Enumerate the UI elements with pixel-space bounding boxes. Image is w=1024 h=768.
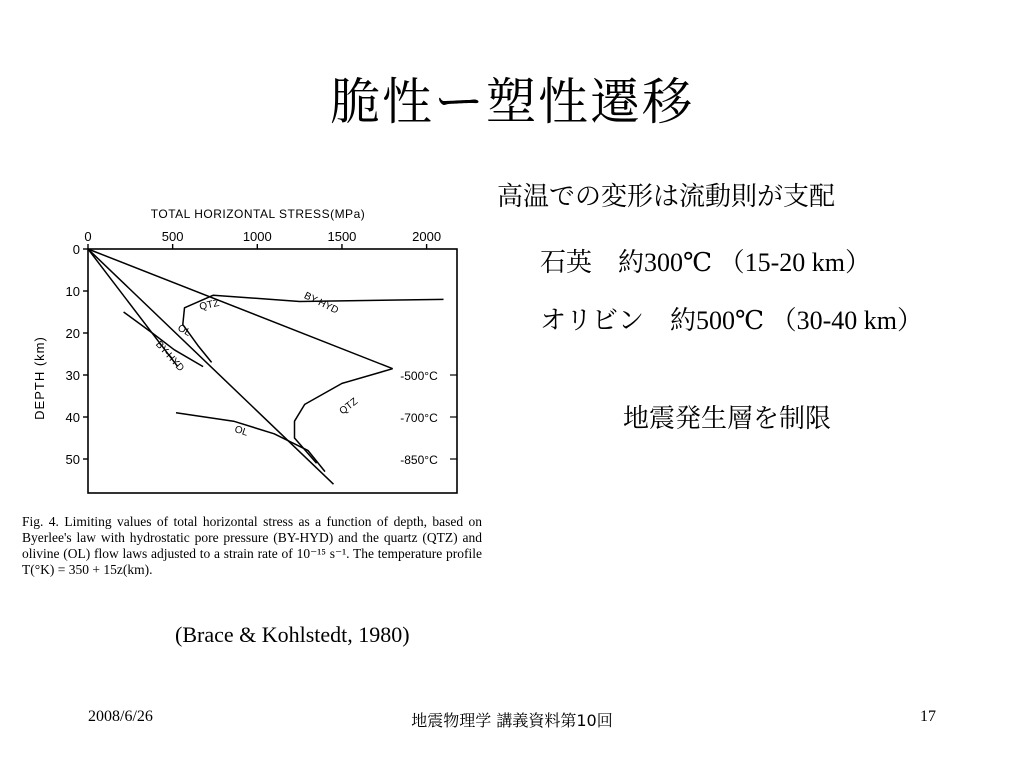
note-olivine [540,300,923,337]
temperature-label: -500°C [400,369,438,383]
series-annotation: QTZ [337,396,361,418]
y-tick-label: 40 [65,410,80,425]
temperature-label: -850°C [400,453,438,467]
figure-caption: Fig. 4. Limiting values of total horizontal stress as a function of depth, based on Byerlee's law with hydrostatic pore pressure (BY-HYD) and the quartz (QTZ) and olivine (OL) flow laws adjusted to a strain rate of 10⁻¹⁵ s⁻¹. The temperature profile T(°K) = 350 + 15z(km). [22,514,482,577]
slide-title: 脆性ー塑性遷移 [330,73,694,131]
chart-ylabel: DEPTH (km) [32,336,47,420]
footer-page-number: 17 [920,708,936,725]
series-line-ol [176,413,325,472]
series-annotation: BY-HYD [302,290,341,317]
note-quartz-value: 300℃ （15-20 km） [644,248,871,277]
note-quartz [540,242,871,279]
y-tick-label: 50 [65,452,80,467]
note-seismic: 地震発生層を制限 [623,404,832,434]
note-seismogenic [623,398,831,435]
series-line-by-hyd [88,249,334,484]
x-tick-label: 500 [161,229,184,244]
plot-layer [66,229,457,484]
x-tick-label: 1000 [242,229,272,244]
footer-title: 地震物理学 講義資料第10回 [411,711,613,730]
x-tick-label: 0 [84,229,92,244]
stress-depth-chart [20,200,490,512]
y-tick-label: 10 [65,284,80,299]
note-high-temperature [497,176,835,213]
chart-title: TOTAL HORIZONTAL STRESS(MPa) [150,207,366,221]
y-tick-label: 0 [72,242,80,257]
series-annotation: BY-HYD [153,339,186,374]
series-annotation: OL [175,322,193,339]
note-olivine-label: オリビン 約 [540,306,697,336]
y-tick-label: 30 [65,368,80,383]
series-annotation: QTZ [198,297,221,313]
footer-date: 2008/6/26 [88,708,153,725]
temperature-label: -700°C [400,411,438,425]
x-tick-label: 1500 [327,229,357,244]
y-tick-label: 20 [65,326,80,341]
citation: (Brace & Kohlstedt, 1980) [175,622,410,647]
note-olivine-value: 500℃ （30-40 km） [696,306,923,335]
x-tick-label: 2000 [412,229,442,244]
note-main: 高温での変形は流動則が支配 [497,182,836,212]
note-quartz-label: 石英 約 [540,248,645,278]
series-annotation: OL [233,424,250,439]
